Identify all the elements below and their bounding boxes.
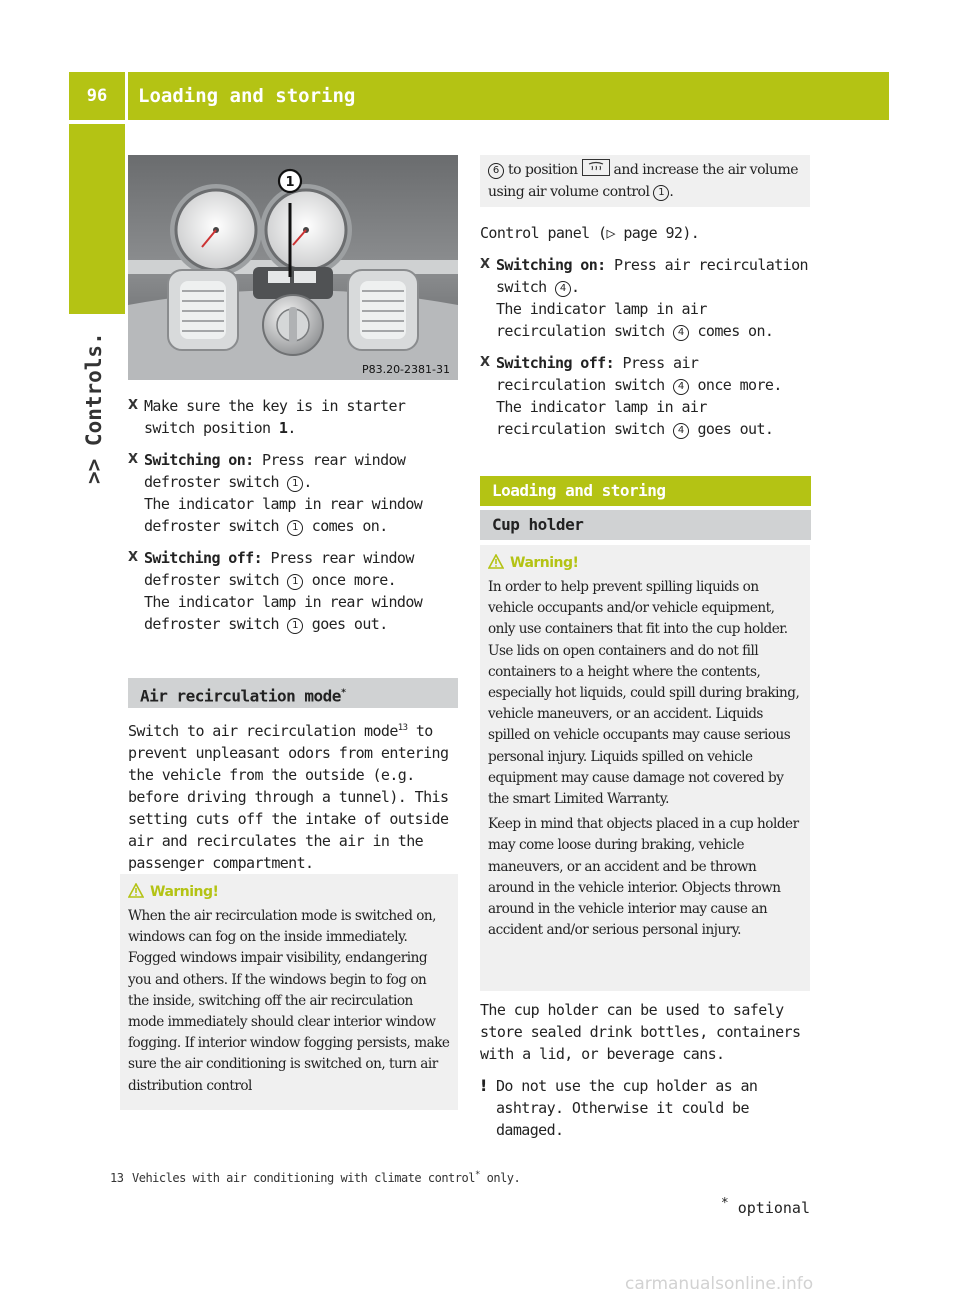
callout-1-icon: 1: [287, 618, 303, 634]
footnote: 13 Vehicles with air conditioning with climate control* only.: [110, 1170, 521, 1185]
side-chapter-label: >> Controls.: [82, 332, 106, 484]
warning-text-p2: Keep in mind that objects placed in a cup holder may come loose during braking, vehicle maneuvers, or an accident and be thrown around in the vehicle interior. Objects thrown around in the vehicle interior may cause an accident and/or serious personal injury.: [488, 816, 799, 939]
dashboard-figure: [128, 155, 458, 380]
footer-optional: * optional: [720, 1196, 810, 1217]
warning-title: Warning!: [150, 884, 219, 900]
warning-text: When the air recirculation mode is switched on, windows can fog on the inside immediately. Fogged windows impair visibility, endangering you and others. If the windows begin to fog on the inside, switching off the air recirculation mode immediately should clear interior window fogging. If interior window fogging persists, make sure the air conditioning is switched on, turn air distribution control: [128, 908, 450, 1094]
list-item: X Switching on: Press air recirculation switch 4 . The indicator lamp in air recirculation switch 4 comes on.: [480, 254, 815, 342]
callout-4-icon: 4: [555, 281, 571, 297]
callout-1-icon: 1: [287, 574, 303, 590]
warning-title: Warning!: [510, 555, 579, 571]
callout-6-icon: 6: [488, 163, 504, 179]
section-title-air-recirculation: Air recirculation mode*: [128, 678, 458, 708]
warning-text-p1: In order to help prevent spilling liquids on vehicle occupants and/or vehicle equipment, only use containers that fit into the cup holder. Use lids on open containers and do not fill containers to a height where the contents, especially hot liquids, could spill during braking, vehicle maneuvers, or an accident. Liquids spilled on vehicle occupants may cause serious personal injury. Liquids spilled on vehicle equipment may cause damage not covered by the smart Limited Warranty.: [488, 579, 800, 808]
left-column: [128, 395, 460, 645]
page-number: 96: [86, 86, 108, 106]
list-item: X Switching off: Press air recirculation switch 4 once more. The indicator lamp in air recirculation switch 4 goes out.: [480, 352, 815, 440]
air-recirculation-paragraph: Switch to air recirculation mode$^{13}$ to prevent unpleasant odors from entering the vehicle from the outside (e.g. before driving through a tunnel). This setting cuts off the intake of outside air and recirculates the air in the passenger compartment.: [128, 722, 449, 872]
continued-warning-box: 6 to position and increase the air volume using air volume control 1 .: [480, 155, 810, 207]
figure-code: P83.20-2381-31: [361, 363, 450, 376]
cup-holder-paragraph: The cup holder can be used to safely store sealed drink bottles, containers with a lid, or beverage cans. ! Do not use the cup holder as an ashtray. Otherwise it could be damaged.: [480, 999, 815, 1141]
figure-callout-number: 1: [285, 175, 295, 190]
callout-4-icon: 4: [673, 423, 689, 439]
windshield-defrost-icon: [583, 160, 609, 175]
page-title: Loading and storing: [138, 85, 356, 107]
section-title-loading-storing: Loading and storing: [480, 476, 811, 506]
callout-4-icon: 4: [673, 325, 689, 341]
right-column: [480, 222, 815, 450]
callout-1-icon: 1: [287, 476, 303, 492]
watermark: carmanualsonline.info: [625, 1274, 814, 1294]
defrost-icon: [582, 159, 610, 176]
warning-box-left: [120, 874, 458, 1110]
list-item: X Switching on: Press rear window defroster switch 1 . The indicator lamp in rear window defroster switch 1 comes on.: [128, 449, 460, 537]
warning-triangle-icon: [128, 883, 144, 898]
note: ! Do not use the cup holder as an ashtray. Otherwise it could be damaged.: [480, 1076, 758, 1139]
list-item: X Switching off: Press rear window defroster switch 1 once more. The indicator lamp in rear window defroster switch 1 goes out.: [128, 547, 460, 635]
dashboard-photo: [128, 155, 458, 380]
control-panel-reference: Control panel (▷ page 92).: [480, 224, 700, 242]
callout-4-icon: 4: [673, 379, 689, 395]
callout-1-icon: 1: [287, 520, 303, 536]
list-item: X Make sure the key is in starter switch position 1.: [128, 395, 460, 439]
header-separator: [125, 72, 128, 120]
callout-1-icon: 1: [653, 185, 669, 201]
warning-triangle-icon: [488, 554, 504, 569]
section-title-cup-holder: Cup holder: [480, 510, 811, 540]
warning-box-right: [480, 545, 810, 991]
note-exclamation-icon: !: [480, 1076, 487, 1095]
